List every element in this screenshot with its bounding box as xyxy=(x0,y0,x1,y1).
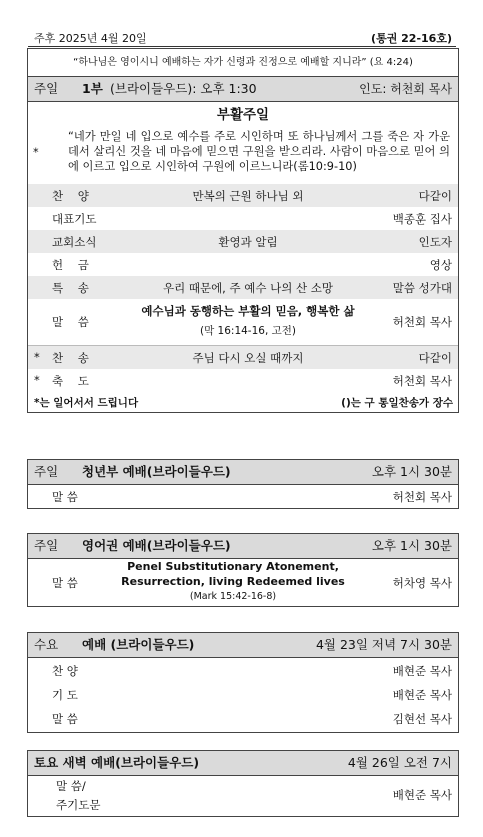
wednesday-row-label: 말 씀 xyxy=(52,712,78,726)
order-title: 주님 다시 오실 때까지 xyxy=(192,350,304,365)
youth-day: 주일 xyxy=(34,464,59,479)
order-label: 말 씀 xyxy=(52,315,89,329)
english-sermon-line1: Penel Substitutionary Atonement, xyxy=(127,560,339,573)
youth-service-section xyxy=(27,459,459,509)
main-service-section xyxy=(27,48,459,413)
order-row xyxy=(28,345,458,369)
saturday-row-sermon xyxy=(28,776,458,816)
main-service-header xyxy=(28,77,458,102)
english-time: 오후 1시 30분 xyxy=(371,538,452,553)
order-row xyxy=(28,299,458,345)
english-sermon-ref: (Mark 15:42-16-8) xyxy=(189,591,277,602)
order-label: 찬 양 xyxy=(52,188,89,203)
english-title: 영어권 예배(브라이들우드) xyxy=(82,538,231,553)
english-day: 주일 xyxy=(34,538,59,553)
youth-row-label: 말 씀 xyxy=(52,490,78,504)
wednesday-row-leader: 배현준 목사 xyxy=(392,664,452,678)
saturday-label-2: 주기도문 xyxy=(56,798,101,812)
wednesday-day: 수요 xyxy=(34,637,59,652)
english-sermon-line2: Resurrection, living Redeemed lives xyxy=(121,575,345,588)
scripture-text: “네가 만일 네 입으로 예수를 주로 시인하며 또 하나님께서 그를 죽은 자 가운데서 살리신 것을 네 마음에 믿으면 구원을 받으리라. 사람이 마음으로 믿어 의에 이르고 입으로 시인하여 구원에 이르느니라(롬10:9-10) xyxy=(68,130,450,173)
saturday-service-section xyxy=(27,750,459,817)
youth-time: 오후 1시 30분 xyxy=(371,464,452,479)
order-person: 인도자 xyxy=(418,234,452,249)
order-row xyxy=(28,253,458,276)
bulletin-date: 주후 2025년 4월 20일 xyxy=(34,32,147,45)
youth-row-sermon xyxy=(28,485,458,508)
wednesday-row-prayer xyxy=(28,682,458,706)
service-leader: 인도: 허천회 목사 xyxy=(359,82,452,96)
order-person: 허천회 목사 xyxy=(392,315,452,329)
wednesday-row-leader: 배현준 목사 xyxy=(392,688,452,702)
order-label: 대표기도 xyxy=(52,211,97,226)
order-star: * xyxy=(34,372,40,387)
order-person: 다같이 xyxy=(418,350,452,365)
scripture-block xyxy=(28,128,458,184)
order-person: 말씀 성가대 xyxy=(392,280,452,295)
youth-row-speaker: 허천회 목사 xyxy=(392,490,452,504)
saturday-header xyxy=(28,751,458,776)
service-theme: 부활주일 xyxy=(216,107,270,123)
verse-quote: “하나님은 영이시니 예배하는 자가 신령과 진정으로 예배할 지니라” (요 4:24) xyxy=(28,49,458,77)
order-label: 교회소식 xyxy=(52,234,97,249)
wednesday-time: 4월 23일 저녁 7시 30분 xyxy=(315,637,452,652)
saturday-title: 토요 새벽 예배(브라이들우드) xyxy=(34,755,200,770)
order-person: 영상 xyxy=(429,257,452,272)
order-label: 특 송 xyxy=(52,280,89,295)
wednesday-row-sermon xyxy=(28,706,458,732)
english-row-label: 말 씀 xyxy=(52,576,78,590)
order-title: 환영과 알림 xyxy=(218,234,278,249)
english-header xyxy=(28,534,458,559)
order-label: 찬 송 xyxy=(52,350,89,365)
order-person: 허천회 목사 xyxy=(392,373,452,388)
order-of-service xyxy=(28,184,458,392)
order-label: 축 도 xyxy=(52,373,89,388)
order-person: 백종훈 집사 xyxy=(392,211,452,226)
order-label: 헌 금 xyxy=(52,257,89,272)
order-row xyxy=(28,369,458,392)
wednesday-row-label: 찬 양 xyxy=(52,664,78,678)
order-reference: (막 16:14-16, 고전) xyxy=(199,325,297,337)
saturday-time: 4월 26일 오전 7시 xyxy=(347,755,452,770)
english-row-speaker: 허차영 목사 xyxy=(392,576,452,590)
order-person: 다같이 xyxy=(418,188,452,203)
english-row-sermon xyxy=(28,559,458,606)
service-day: 주일 xyxy=(34,81,59,96)
order-row xyxy=(28,230,458,253)
english-service-section xyxy=(27,533,459,607)
wednesday-title: 예배 (브라이들우드) xyxy=(82,637,195,652)
order-row xyxy=(28,276,458,299)
order-row xyxy=(28,184,458,207)
saturday-row-leader: 배현준 목사 xyxy=(392,788,452,802)
order-row xyxy=(28,207,458,230)
service-time: (브라이들우드): 오후 1:30 xyxy=(110,81,257,96)
footnote xyxy=(28,392,458,412)
scripture-star: * xyxy=(33,146,39,159)
wednesday-header xyxy=(28,633,458,658)
youth-title: 청년부 예배(브라이들우드) xyxy=(82,464,231,479)
issue-number: (통권 22-16호) xyxy=(371,32,452,45)
order-star: * xyxy=(34,349,40,364)
wednesday-row-label: 기 도 xyxy=(52,688,78,702)
order-title: 예수님과 동행하는 부활의 믿음, 행복한 삶 xyxy=(141,304,355,318)
wednesday-service-section xyxy=(27,632,459,733)
wednesday-row-praise xyxy=(28,658,458,682)
footnote-right: ()는 구 통일찬송가 장수 xyxy=(341,397,453,409)
service-part: 1부 xyxy=(82,81,103,96)
footnote-left: *는 일어서서 드립니다 xyxy=(34,397,139,409)
youth-header xyxy=(28,460,458,485)
wednesday-row-leader: 김현선 목사 xyxy=(392,712,452,726)
order-title: 만복의 근원 하나님 외 xyxy=(192,188,304,203)
saturday-label-1: 말 씀/ xyxy=(56,779,86,793)
bulletin-header xyxy=(28,30,456,47)
order-title: 우리 때문에, 주 예수 나의 산 소망 xyxy=(162,280,333,295)
